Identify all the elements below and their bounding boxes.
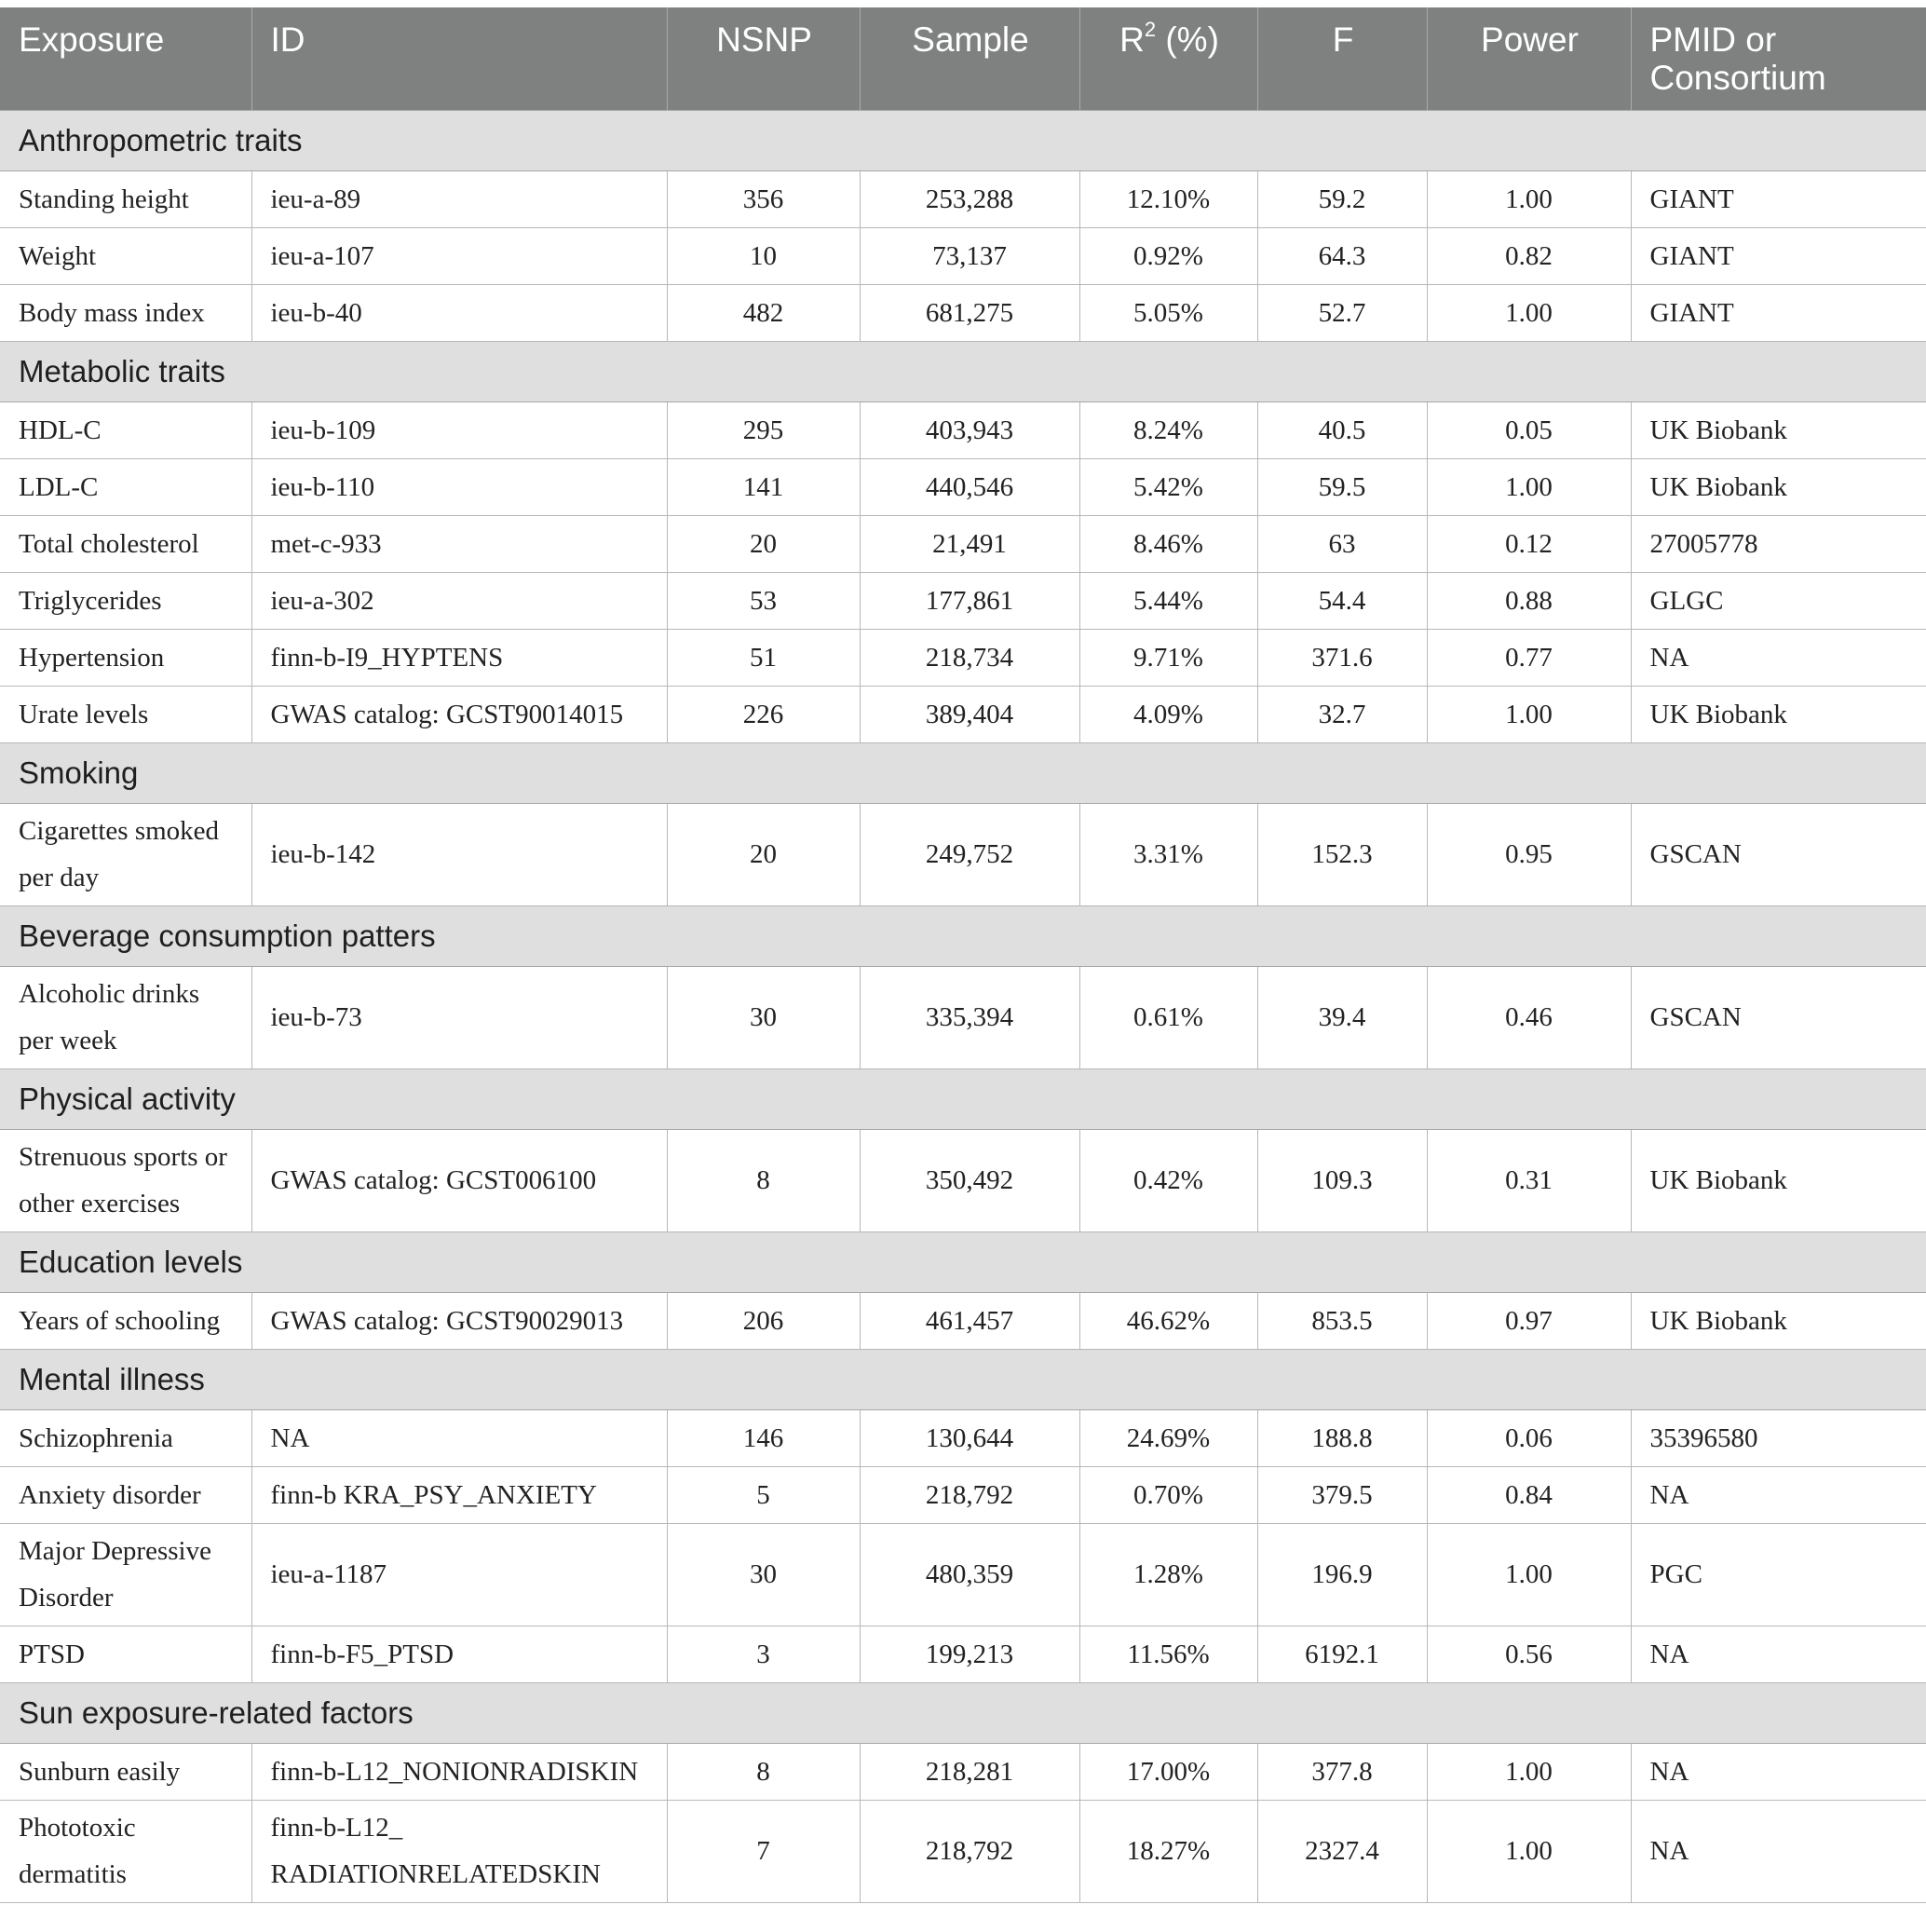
cell-sample: 199,213 [860, 1626, 1079, 1682]
cell-nsnp: 5 [667, 1466, 860, 1523]
cell-f: 196.9 [1257, 1523, 1427, 1626]
cell-exposure: Total cholesterol [0, 515, 251, 572]
header-r2-superscript: 2 [1144, 18, 1157, 41]
header-nsnp: NSNP [667, 7, 860, 110]
table-row [0, 572, 1926, 629]
header-r2 [1079, 7, 1257, 110]
cell-exposure: Hypertension [0, 629, 251, 686]
cell-r2: 9.71% [1079, 629, 1257, 686]
cell-exposure: Sunburn easily [0, 1743, 251, 1800]
cell-id: ieu-b-110 [251, 458, 667, 515]
cell-exposure: Standing height [0, 170, 251, 227]
cell-nsnp: 226 [667, 686, 860, 742]
cell-sample: 130,644 [860, 1409, 1079, 1466]
cell-sample: 681,275 [860, 284, 1079, 341]
cell-power: 0.84 [1427, 1466, 1631, 1523]
header-r2-suffix: (%) [1156, 20, 1219, 59]
cell-nsnp: 8 [667, 1129, 860, 1231]
table-row [0, 1743, 1926, 1800]
cell-exposure: Years of schooling [0, 1292, 251, 1349]
cell-f: 39.4 [1257, 966, 1427, 1068]
cell-id: ieu-b-73 [251, 966, 667, 1068]
cell-sample: 350,492 [860, 1129, 1079, 1231]
cell-pmid: 35396580 [1631, 1409, 1926, 1466]
cell-pmid: UK Biobank [1631, 686, 1926, 742]
cell-power: 0.46 [1427, 966, 1631, 1068]
section-row [0, 742, 1926, 803]
cell-id: ieu-a-107 [251, 227, 667, 284]
cell-r2: 0.42% [1079, 1129, 1257, 1231]
cell-pmid: GIANT [1631, 170, 1926, 227]
section-title: Physical activity [0, 1068, 1926, 1129]
cell-power: 0.31 [1427, 1129, 1631, 1231]
cell-f: 2327.4 [1257, 1800, 1427, 1902]
header-power: Power [1427, 7, 1631, 110]
cell-id: ieu-b-142 [251, 803, 667, 905]
table-row [0, 515, 1926, 572]
cell-exposure: LDL-C [0, 458, 251, 515]
cell-sample: 218,792 [860, 1466, 1079, 1523]
cell-nsnp: 141 [667, 458, 860, 515]
cell-r2: 8.24% [1079, 401, 1257, 458]
cell-exposure: Cigarettes smoked per day [0, 803, 251, 905]
cell-pmid: GIANT [1631, 227, 1926, 284]
cell-pmid: GIANT [1631, 284, 1926, 341]
cell-sample: 249,752 [860, 803, 1079, 905]
cell-exposure: Urate levels [0, 686, 251, 742]
cell-r2: 0.92% [1079, 227, 1257, 284]
section-title: Smoking [0, 742, 1926, 803]
cell-r2: 0.70% [1079, 1466, 1257, 1523]
cell-id: met-c-933 [251, 515, 667, 572]
cell-pmid: NA [1631, 629, 1926, 686]
table-row [0, 1409, 1926, 1466]
cell-id: ieu-a-89 [251, 170, 667, 227]
cell-power: 0.97 [1427, 1292, 1631, 1349]
cell-sample: 253,288 [860, 170, 1079, 227]
cell-exposure: Major Depressive Disorder [0, 1523, 251, 1626]
cell-r2: 8.46% [1079, 515, 1257, 572]
cell-pmid: NA [1631, 1466, 1926, 1523]
cell-pmid: UK Biobank [1631, 1129, 1926, 1231]
cell-power: 1.00 [1427, 686, 1631, 742]
cell-sample: 389,404 [860, 686, 1079, 742]
cell-sample: 218,792 [860, 1800, 1079, 1902]
cell-nsnp: 20 [667, 803, 860, 905]
header-exposure: Exposure [0, 7, 251, 110]
cell-nsnp: 10 [667, 227, 860, 284]
cell-f: 40.5 [1257, 401, 1427, 458]
cell-power: 1.00 [1427, 1743, 1631, 1800]
cell-power: 0.12 [1427, 515, 1631, 572]
table-row [0, 686, 1926, 742]
cell-id: ieu-b-40 [251, 284, 667, 341]
table-row [0, 170, 1926, 227]
cell-f: 6192.1 [1257, 1626, 1427, 1682]
section-title: Sun exposure-related factors [0, 1682, 1926, 1743]
cell-id: GWAS catalog: GCST90029013 [251, 1292, 667, 1349]
cell-f: 54.4 [1257, 572, 1427, 629]
cell-sample: 218,734 [860, 629, 1079, 686]
cell-nsnp: 8 [667, 1743, 860, 1800]
table-row [0, 458, 1926, 515]
cell-power: 1.00 [1427, 1800, 1631, 1902]
cell-id: ieu-b-109 [251, 401, 667, 458]
cell-sample: 218,281 [860, 1743, 1079, 1800]
table-row [0, 629, 1926, 686]
cell-pmid: NA [1631, 1626, 1926, 1682]
cell-f: 64.3 [1257, 227, 1427, 284]
cell-nsnp: 7 [667, 1800, 860, 1902]
table-row [0, 1129, 1926, 1231]
cell-power: 1.00 [1427, 170, 1631, 227]
cell-r2: 0.61% [1079, 966, 1257, 1068]
cell-f: 59.5 [1257, 458, 1427, 515]
section-row [0, 905, 1926, 966]
cell-pmid: PGC [1631, 1523, 1926, 1626]
table-row [0, 1800, 1926, 1902]
table-row [0, 401, 1926, 458]
cell-r2: 5.42% [1079, 458, 1257, 515]
section-row [0, 1349, 1926, 1409]
table-row [0, 966, 1926, 1068]
cell-exposure: Triglycerides [0, 572, 251, 629]
cell-power: 0.77 [1427, 629, 1631, 686]
cell-id: finn-b-I9_HYPTENS [251, 629, 667, 686]
cell-power: 1.00 [1427, 1523, 1631, 1626]
cell-exposure: PTSD [0, 1626, 251, 1682]
section-row [0, 341, 1926, 401]
header-row [0, 7, 1926, 110]
cell-power: 0.82 [1427, 227, 1631, 284]
cell-f: 377.8 [1257, 1743, 1427, 1800]
cell-exposure: Anxiety disorder [0, 1466, 251, 1523]
cell-f: 109.3 [1257, 1129, 1427, 1231]
cell-pmid: GLGC [1631, 572, 1926, 629]
table-row [0, 227, 1926, 284]
cell-power: 1.00 [1427, 284, 1631, 341]
cell-f: 371.6 [1257, 629, 1427, 686]
cell-pmid: GSCAN [1631, 803, 1926, 905]
section-title: Beverage consumption patters [0, 905, 1926, 966]
cell-f: 63 [1257, 515, 1427, 572]
cell-sample: 403,943 [860, 401, 1079, 458]
cell-nsnp: 51 [667, 629, 860, 686]
section-row [0, 1682, 1926, 1743]
cell-pmid: NA [1631, 1743, 1926, 1800]
cell-f: 152.3 [1257, 803, 1427, 905]
cell-sample: 480,359 [860, 1523, 1079, 1626]
cell-power: 0.06 [1427, 1409, 1631, 1466]
cell-r2: 1.28% [1079, 1523, 1257, 1626]
header-sample: Sample [860, 7, 1079, 110]
cell-nsnp: 356 [667, 170, 860, 227]
table-row [0, 1466, 1926, 1523]
cell-f: 379.5 [1257, 1466, 1427, 1523]
cell-id: ieu-a-302 [251, 572, 667, 629]
cell-id: ieu-a-1187 [251, 1523, 667, 1626]
cell-f: 32.7 [1257, 686, 1427, 742]
cell-sample: 335,394 [860, 966, 1079, 1068]
cell-nsnp: 20 [667, 515, 860, 572]
section-row [0, 1231, 1926, 1292]
cell-pmid: UK Biobank [1631, 458, 1926, 515]
header-id: ID [251, 7, 667, 110]
cell-id: finn-b KRA_PSY_ANXIETY [251, 1466, 667, 1523]
cell-id: finn-b-F5_PTSD [251, 1626, 667, 1682]
cell-r2: 4.09% [1079, 686, 1257, 742]
exposure-table [0, 7, 1926, 1903]
cell-id: finn-b-L12_ RADIATIONRELATEDSKIN [251, 1800, 667, 1902]
cell-nsnp: 146 [667, 1409, 860, 1466]
cell-nsnp: 295 [667, 401, 860, 458]
cell-r2: 5.44% [1079, 572, 1257, 629]
cell-sample: 461,457 [860, 1292, 1079, 1349]
cell-exposure: Alcoholic drinks per week [0, 966, 251, 1068]
cell-f: 853.5 [1257, 1292, 1427, 1349]
section-row [0, 1068, 1926, 1129]
cell-exposure: Schizophrenia [0, 1409, 251, 1466]
table-row [0, 1626, 1926, 1682]
table-body [0, 110, 1926, 1902]
header-pmid: PMID or Consortium [1631, 7, 1926, 110]
table-row [0, 1292, 1926, 1349]
cell-sample: 177,861 [860, 572, 1079, 629]
cell-id: NA [251, 1409, 667, 1466]
cell-id: GWAS catalog: GCST90014015 [251, 686, 667, 742]
header-r2-base: R [1119, 20, 1145, 59]
cell-nsnp: 3 [667, 1626, 860, 1682]
cell-nsnp: 53 [667, 572, 860, 629]
section-title: Mental illness [0, 1349, 1926, 1409]
cell-r2: 3.31% [1079, 803, 1257, 905]
cell-r2: 18.27% [1079, 1800, 1257, 1902]
cell-r2: 12.10% [1079, 170, 1257, 227]
cell-id: finn-b-L12_NONIONRADISKIN [251, 1743, 667, 1800]
cell-f: 188.8 [1257, 1409, 1427, 1466]
cell-sample: 21,491 [860, 515, 1079, 572]
cell-exposure: Weight [0, 227, 251, 284]
cell-sample: 440,546 [860, 458, 1079, 515]
cell-r2: 24.69% [1079, 1409, 1257, 1466]
cell-r2: 11.56% [1079, 1626, 1257, 1682]
cell-exposure: Body mass index [0, 284, 251, 341]
cell-power: 1.00 [1427, 458, 1631, 515]
cell-exposure: Phototoxic dermatitis [0, 1800, 251, 1902]
cell-f: 59.2 [1257, 170, 1427, 227]
table-row [0, 284, 1926, 341]
cell-nsnp: 30 [667, 1523, 860, 1626]
cell-sample: 73,137 [860, 227, 1079, 284]
cell-pmid: UK Biobank [1631, 401, 1926, 458]
section-title: Metabolic traits [0, 341, 1926, 401]
cell-power: 0.56 [1427, 1626, 1631, 1682]
cell-power: 0.05 [1427, 401, 1631, 458]
cell-pmid: GSCAN [1631, 966, 1926, 1068]
cell-nsnp: 482 [667, 284, 860, 341]
cell-pmid: UK Biobank [1631, 1292, 1926, 1349]
table-row [0, 803, 1926, 905]
cell-f: 52.7 [1257, 284, 1427, 341]
cell-r2: 46.62% [1079, 1292, 1257, 1349]
section-row [0, 110, 1926, 170]
cell-nsnp: 30 [667, 966, 860, 1068]
cell-r2: 5.05% [1079, 284, 1257, 341]
cell-id: GWAS catalog: GCST006100 [251, 1129, 667, 1231]
table-row [0, 1523, 1926, 1626]
cell-exposure: HDL-C [0, 401, 251, 458]
cell-nsnp: 206 [667, 1292, 860, 1349]
cell-power: 0.95 [1427, 803, 1631, 905]
section-title: Education levels [0, 1231, 1926, 1292]
cell-power: 0.88 [1427, 572, 1631, 629]
section-title: Anthropometric traits [0, 110, 1926, 170]
cell-pmid: NA [1631, 1800, 1926, 1902]
cell-pmid: 27005778 [1631, 515, 1926, 572]
header-f: F [1257, 7, 1427, 110]
cell-r2: 17.00% [1079, 1743, 1257, 1800]
cell-exposure: Strenuous sports or other exercises [0, 1129, 251, 1231]
